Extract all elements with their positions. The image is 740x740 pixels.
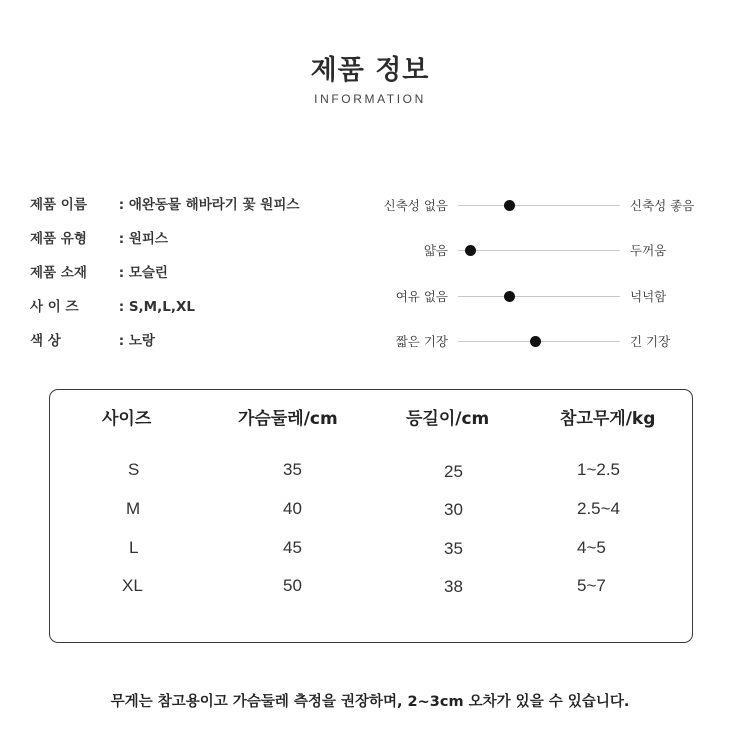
info-value: 노랑 bbox=[128, 333, 155, 349]
table-cell: 40 bbox=[283, 499, 302, 518]
info-key: 제품 이름 bbox=[30, 197, 87, 213]
info-sep: : bbox=[114, 197, 129, 213]
scale-right-label: 신축성 좋음 bbox=[630, 198, 695, 213]
table-cell: 2.5~4 bbox=[577, 499, 621, 518]
scale-track bbox=[458, 205, 620, 206]
scale-marker bbox=[465, 245, 476, 256]
info-value: 원피스 bbox=[128, 231, 168, 247]
info-sep: : bbox=[114, 265, 129, 281]
table-cell: 50 bbox=[283, 576, 302, 595]
size-header-weight: 참고무게/kg bbox=[560, 409, 656, 429]
table-cell: 35 bbox=[283, 460, 302, 479]
info-value: 모슬린 bbox=[128, 265, 168, 281]
table-cell: 35 bbox=[444, 539, 463, 558]
table-cell: 45 bbox=[283, 538, 302, 557]
table-cell: 25 bbox=[444, 462, 463, 481]
table-cell: 4~5 bbox=[577, 538, 606, 557]
scale-left-label: 짧은 기장 bbox=[395, 334, 448, 349]
page-subtitle: INFORMATION bbox=[314, 92, 426, 106]
info-sep: : bbox=[114, 231, 129, 247]
info-key: 제품 소재 bbox=[30, 265, 87, 281]
scale-stretch bbox=[0, 196, 740, 216]
scale-marker bbox=[530, 336, 541, 347]
table-cell: 5~7 bbox=[577, 576, 606, 595]
attribute-scales bbox=[0, 0, 740, 360]
scale-fit bbox=[0, 287, 740, 307]
scale-right-label: 넉넉함 bbox=[630, 289, 667, 304]
scale-length bbox=[0, 332, 740, 352]
size-header-back: 등길이/cm bbox=[406, 409, 490, 429]
info-value: 애완동물 해바라기 꽃 원피스 bbox=[128, 197, 300, 213]
table-cell: M bbox=[126, 499, 141, 518]
info-sep: : bbox=[114, 333, 129, 349]
scale-right-label: 긴 기장 bbox=[630, 334, 671, 349]
table-cell: S bbox=[128, 460, 140, 479]
info-sep: : bbox=[114, 299, 129, 315]
page-title: 제품 정보 bbox=[310, 55, 430, 86]
info-key: 사 이 즈 bbox=[30, 299, 79, 315]
table-cell: 30 bbox=[444, 500, 463, 519]
table-cell: L bbox=[129, 538, 139, 557]
table-cell: XL bbox=[122, 576, 143, 595]
table-cell: 1~2.5 bbox=[577, 460, 621, 479]
size-chart bbox=[49, 389, 693, 643]
info-value: S,M,L,XL bbox=[128, 299, 195, 315]
scale-left-label: 신축성 없음 bbox=[383, 198, 448, 213]
scale-track bbox=[458, 341, 620, 342]
scale-thickness bbox=[0, 241, 740, 261]
scale-track bbox=[458, 296, 620, 297]
scale-left-label: 얇음 bbox=[423, 243, 448, 258]
scale-track bbox=[458, 250, 620, 251]
table-cell: 38 bbox=[444, 577, 463, 596]
info-key: 색 상 bbox=[30, 333, 61, 349]
info-key: 제품 유형 bbox=[30, 231, 87, 247]
scale-marker bbox=[504, 291, 515, 302]
footnote: 무게는 참고용이고 가슴둘레 측정을 권장하며, 2~3cm 오차가 있을 수 있습니다. bbox=[110, 694, 630, 710]
scale-marker bbox=[504, 200, 515, 211]
scale-right-label: 두꺼움 bbox=[630, 243, 667, 258]
size-header-chest: 가슴둘레/cm bbox=[238, 409, 338, 429]
scale-left-label: 여유 없음 bbox=[395, 289, 448, 304]
size-header-size: 사이즈 bbox=[102, 409, 152, 429]
